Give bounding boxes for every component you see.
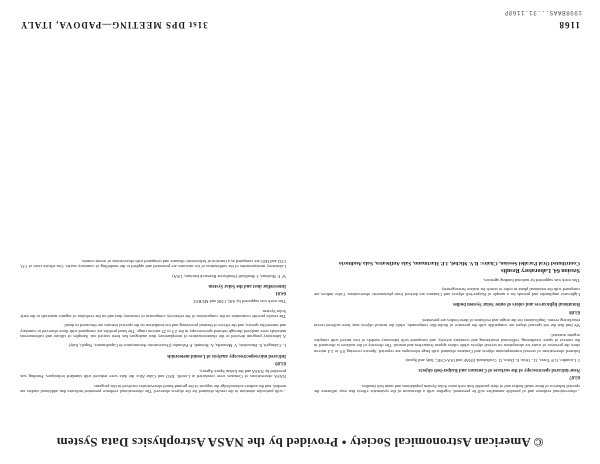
left-column xyxy=(314,39,580,394)
meeting-title: 31st DPS MEETING—PADOVA, ITALY xyxy=(20,20,208,30)
abstract-number: 63.07 xyxy=(569,374,580,380)
paragraph: NASA observations of Centaurs were conducted at Lowell, ESO and Calar Alto; the data were reduced with standard techniques. Funding was provided by NASA and the Italian Space Agency. xyxy=(20,369,286,380)
abstract-number: 63.09 xyxy=(275,359,286,365)
author-list: L. Colangeli, E. Bussoletti, V. Mennella, A. Rotundi, P. Palumbo (Osservatorio Astronomico di Capodimonte, Napoli, Italy) xyxy=(68,343,286,349)
page-header xyxy=(20,18,580,30)
abstract-title: Near-infrared spectroscopy of the surfaces of Centaurs and Kuiper-belt objects xyxy=(418,367,580,373)
abstract-title: Interstellar dust and the Solar System xyxy=(208,282,286,288)
abstract-number: 63.08 xyxy=(569,308,580,314)
right-column xyxy=(20,39,286,394)
session-title: Session 64. Laboratory Results xyxy=(500,267,580,274)
paragraph: Lightcurve amplitudes and periods for a sample of Kuiper-belt objects and Centaurs are derived from photometric observations. Color indices are compared with the rotational phase in order to search for surface heterogeneity. xyxy=(314,286,580,298)
abstract-number: 64.01 xyxy=(275,290,286,296)
paragraph: We find that the red spectral slopes are compatible with the presence of tholin-like compounds, while the neutral objects may have suffered recent resurfacing events. Implications for the origin and evolution of these bodies are presented. xyxy=(314,318,580,329)
bibcode-stamp: 1998BAAS...31.1168P xyxy=(504,9,582,16)
session-subtitle: Contributed Oral Parallel Session, Chairs: B.V. Michel, J.P. Hartmann, Sala Anfiteatro, Sala Auditorio xyxy=(339,260,580,267)
session-block xyxy=(314,259,580,273)
acknowledgement: This work was supported by ASI, CNR and MURST. xyxy=(192,299,286,305)
author-list: W. F. Huebner, J. Benkhoff (Southwest Research Institute, USA) xyxy=(172,273,286,279)
paragraph: A laboratory program devoted to the characterization of interplanetary dust analogues has been carried out. Samples of silicate and carbonaceous materials were analysed through infrared spectroscopy in the 2.5 to 25 micron range. The band profiles are compared with those observed in cometary and interstellar spectra, and the effects of thermal processing and ion irradiation on the spectral features are discussed in detail. xyxy=(20,323,286,339)
ads-footer: © American Astronomical Society • Provided by the NASA Astrophysics Data System xyxy=(56,435,544,450)
abstract-title: Infrared microspectroscopy analysis of Leonid meteoroids xyxy=(167,352,286,358)
acknowledgement: This work was supported by national funding agencies. xyxy=(482,277,580,283)
author-list: J. Licandro, G.P. Tozzi, J.L. Ortiz, E. Dotto, D. Cruikshank (INAF and IAA-CSIC, Italy and Spain) xyxy=(405,357,580,363)
paragraph: Infrared observations of several transneptunian objects and Centaurs obtained with large telescopes are reported. Spectra covering 0.9 to 2.4 micron show the presence of water ice absorptions on several objects while others appear featureless and neutral. The diversity of the surfaces is discussed in the context of space weathering, collisional resurfacing and cometary activity, and compared with laboratory models of ices mixed with complex organic material. xyxy=(314,332,580,354)
abstract-title: Rotational lightcurves and colors of outer Solar System bodies xyxy=(452,301,580,307)
paragraph: The results provide constraints on the composition of the refractory component of cometary dust and on the evolution of organic materials in the early Solar System. xyxy=(20,308,286,320)
page-number: 1168 xyxy=(558,20,580,30)
paragraph: ...observational evidence and of possible anomalies will be presented, together with a discussion of the systematic effects that may influence the spectral behavior of these small bodies and of their possible link with outer Solar System populations and main belt families. xyxy=(314,383,580,394)
paragraph: ...with particular attention to the results obtained for the objects observed. The observational evidence presented indicates that additional studies are needed, and the authors acknowledge the support of the ground-based observatories involved in this program. xyxy=(20,383,286,394)
paragraph: Laboratory measurements of the sublimation of ice mixtures are presented and applied to the modelling of cometary nuclei. Gas release rates of CO, CO2 and H2O are computed as a function of heliocentric distance and compared with observations of recent comets. xyxy=(20,258,286,270)
